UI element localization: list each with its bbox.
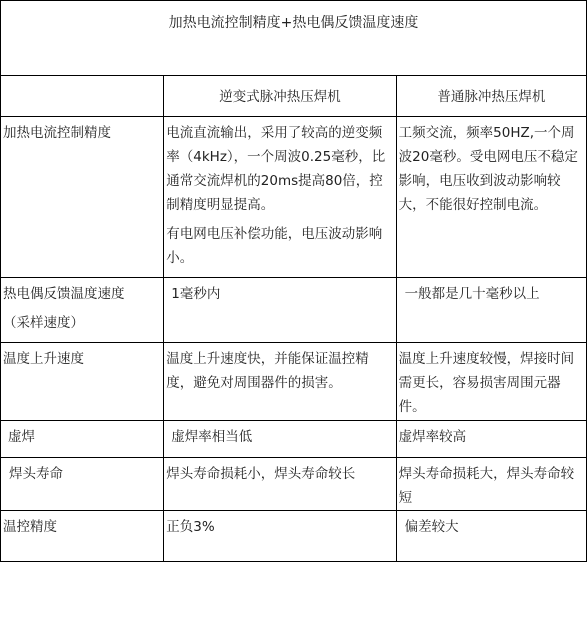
row-label: 虚焊 xyxy=(8,429,35,445)
row-sublabel: （采样速度） xyxy=(3,315,84,331)
header-empty xyxy=(1,76,163,85)
row-label-cell xyxy=(1,278,164,343)
normal-cell xyxy=(396,458,586,511)
row-label: 温度上升速度 xyxy=(3,351,84,367)
inverter-text: 温度上升速度快，并能保证温控精度，避免对周围器件的损害。 xyxy=(166,351,369,391)
normal-text: 温度上升速度较慢，焊接时间需更长，容易损害周围元器件。 xyxy=(398,351,575,415)
row-label-cell xyxy=(1,511,164,562)
inverter-text: 正负3% xyxy=(166,519,215,535)
normal-text: 虚焊率较高 xyxy=(398,429,467,445)
row-label: 热电偶反馈温度速度 xyxy=(3,286,125,302)
row-label-cell xyxy=(1,343,164,421)
normal-cell xyxy=(396,511,586,562)
row-label-cell xyxy=(1,421,164,458)
inverter-text: 有电网电压补偿功能，电压波动影响小。 xyxy=(166,226,383,266)
normal-cell xyxy=(396,117,586,278)
table-row xyxy=(1,278,587,343)
table-row xyxy=(1,458,587,511)
inverter-cell xyxy=(164,511,396,562)
header-inverter: 逆变式脉冲热压焊机 xyxy=(219,89,341,105)
inverter-cell xyxy=(164,421,396,458)
table-row xyxy=(1,117,587,278)
header-inverter-cell xyxy=(164,76,396,117)
inverter-cell xyxy=(164,343,396,421)
normal-cell xyxy=(396,343,586,421)
title-cell xyxy=(1,1,587,76)
normal-text: 偏差较大 xyxy=(404,519,459,535)
inverter-text: 电流直流输出，采用了较高的逆变频率（4kHz），一个周波0.25毫秒，比通常交流焊机的20ms提高80倍，控制精度明显提高。 xyxy=(166,125,386,213)
table-row xyxy=(1,343,587,421)
normal-text: 焊头寿命损耗大，焊头寿命较短 xyxy=(398,466,575,506)
inverter-text: 虚焊率相当低 xyxy=(171,429,253,445)
normal-text: 工频交流，频率50HZ,一个周波20毫秒。受电网电压不稳定影响，电压收到波动影响较大，不能很好控制电流。 xyxy=(398,125,578,213)
row-label-cell xyxy=(1,117,164,278)
table-row xyxy=(1,511,587,562)
header-empty-cell xyxy=(1,76,164,117)
header-row xyxy=(1,76,587,117)
row-label: 加热电流控制精度 xyxy=(3,125,111,141)
normal-text: 一般都是几十毫秒以上 xyxy=(404,286,540,302)
row-label: 温控精度 xyxy=(3,519,57,535)
inverter-cell xyxy=(164,278,396,343)
table-row xyxy=(1,421,587,458)
row-label: 焊头寿命 xyxy=(9,466,63,482)
normal-cell xyxy=(396,421,586,458)
title-row xyxy=(1,1,587,76)
header-normal: 普通脉冲热压焊机 xyxy=(437,89,546,105)
inverter-cell xyxy=(164,117,396,278)
header-normal-cell xyxy=(396,76,586,117)
normal-cell xyxy=(396,278,586,343)
inverter-text: 焊头寿命损耗小，焊头寿命较长 xyxy=(166,466,356,482)
table-title: 加热电流控制精度+热电偶反馈温度速度 xyxy=(168,15,419,31)
row-label-cell xyxy=(1,458,164,511)
inverter-cell xyxy=(164,458,396,511)
inverter-text: 1毫秒内 xyxy=(171,286,221,302)
